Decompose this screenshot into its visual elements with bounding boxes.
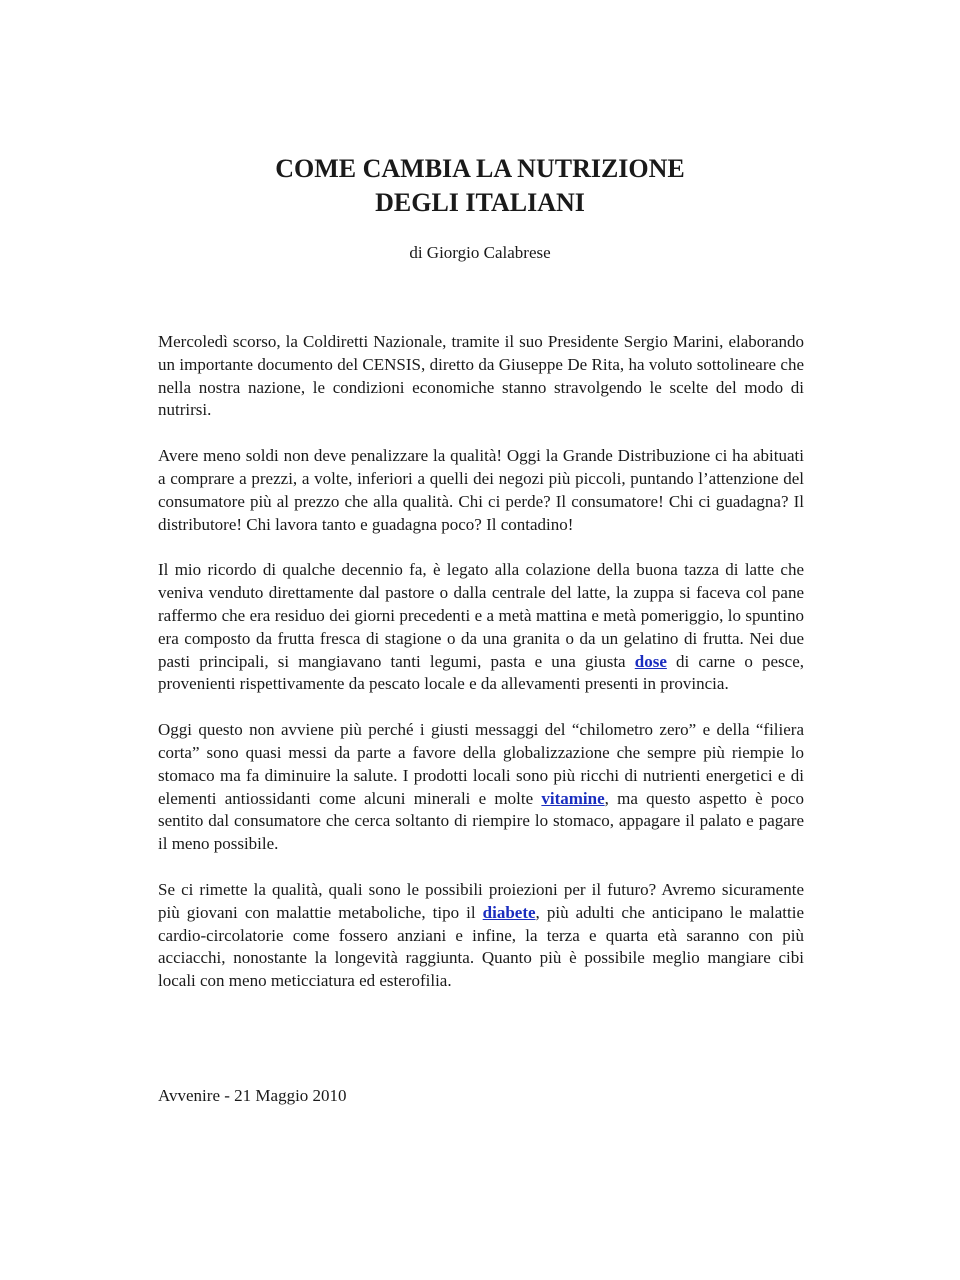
paragraph-3 bbox=[158, 559, 804, 696]
article-title bbox=[0, 152, 960, 220]
paragraph-4 bbox=[158, 719, 804, 856]
article-body bbox=[158, 331, 804, 1016]
link-diabete[interactable]: diabete bbox=[482, 902, 536, 922]
paragraph-3-text-b: di carne o pesce, provenienti rispettivamente da pescato locale e da allevamenti presenti in provincia. bbox=[158, 651, 805, 694]
title-line-2: DEGLI ITALIANI bbox=[375, 188, 585, 217]
paragraph-2: Avere meno soldi non deve penalizzare la qualità! Oggi la Grande Distribuzione ci ha abituati a comprare a prezzi, a volte, inferiori a quelli dei negozi più piccoli, puntando l’attenzione del consumatore più al prezzo che alla qualità. Chi ci perde? Il consumatore! Chi ci guadagna? Il distributore! Chi lavora tanto e guadagna poco? Il contadino! bbox=[158, 446, 804, 534]
paragraph-3-text-a: Il mio ricordo di qualche decennio fa, è legato alla colazione della buona tazza di latte che veniva venduto direttamente dal pastore o dalla centrale del latte, la zuppa si faceva col pane raffermo che era residuo dei giorni precedenti e a metà mattina e metà pomeriggio, lo spuntino era composto da frutta fresca di stagione o da una granita o da un gelatino di frutta. Nei due pasti principali, si mangiavano tanti legumi, pasta e una giusta bbox=[158, 560, 804, 671]
link-vitamine[interactable]: vitamine bbox=[541, 788, 605, 808]
title-line-1: COME CAMBIA LA NUTRIZIONE bbox=[275, 154, 685, 183]
paragraph-1: Mercoledì scorso, la Coldiretti Nazionale, tramite il suo Presidente Sergio Marini, elaborando un importante documento del CENSIS, diretto da Giuseppe De Rita, ha voluto sottolineare che nella nostra nazione, le condizioni economiche stanno stravolgendo le scelte del modo di nutrirsi. bbox=[158, 332, 804, 420]
author-byline: di Giorgio Calabrese bbox=[409, 243, 551, 262]
paragraph-4-text-a: Oggi questo non avviene più perché i giusti messaggi del “chilometro zero” e della “filiera corta” sono quasi messi da parte a favore della globalizzazione che sempre più riempie lo stomaco ma fa diminuire la salute. I prodotti locali sono più ricchi di nutrienti energetici e di elementi antiossidanti come alcuni minerali e molte bbox=[158, 720, 804, 808]
link-dose[interactable]: dose bbox=[634, 651, 667, 671]
paragraph-5 bbox=[158, 879, 804, 993]
paragraph-5-text-a: Se ci rimette la qualità, quali sono le possibili proiezioni per il futuro? Avremo sicuramente più giovani con malattie metaboliche, tipo il bbox=[158, 879, 804, 922]
paragraph-5-text-b: , più adulti che anticipano le malattie cardio-circolatorie come fossero anziani e infine, la terza e quarta età saranno con più acciacchi, nonostante la longevità raggiunta. Quanto più è possibile meglio mangiare cibi locali con meno meticciatura ed esterofilia. bbox=[158, 902, 805, 991]
source-citation: Avvenire - 21 Maggio 2010 bbox=[158, 1086, 347, 1105]
paragraph-4-text-b: , ma questo aspetto è poco sentito dal consumatore che cerca soltanto di riempire lo stomaco, appagare il palato e pagare il meno possibile. bbox=[158, 788, 804, 854]
